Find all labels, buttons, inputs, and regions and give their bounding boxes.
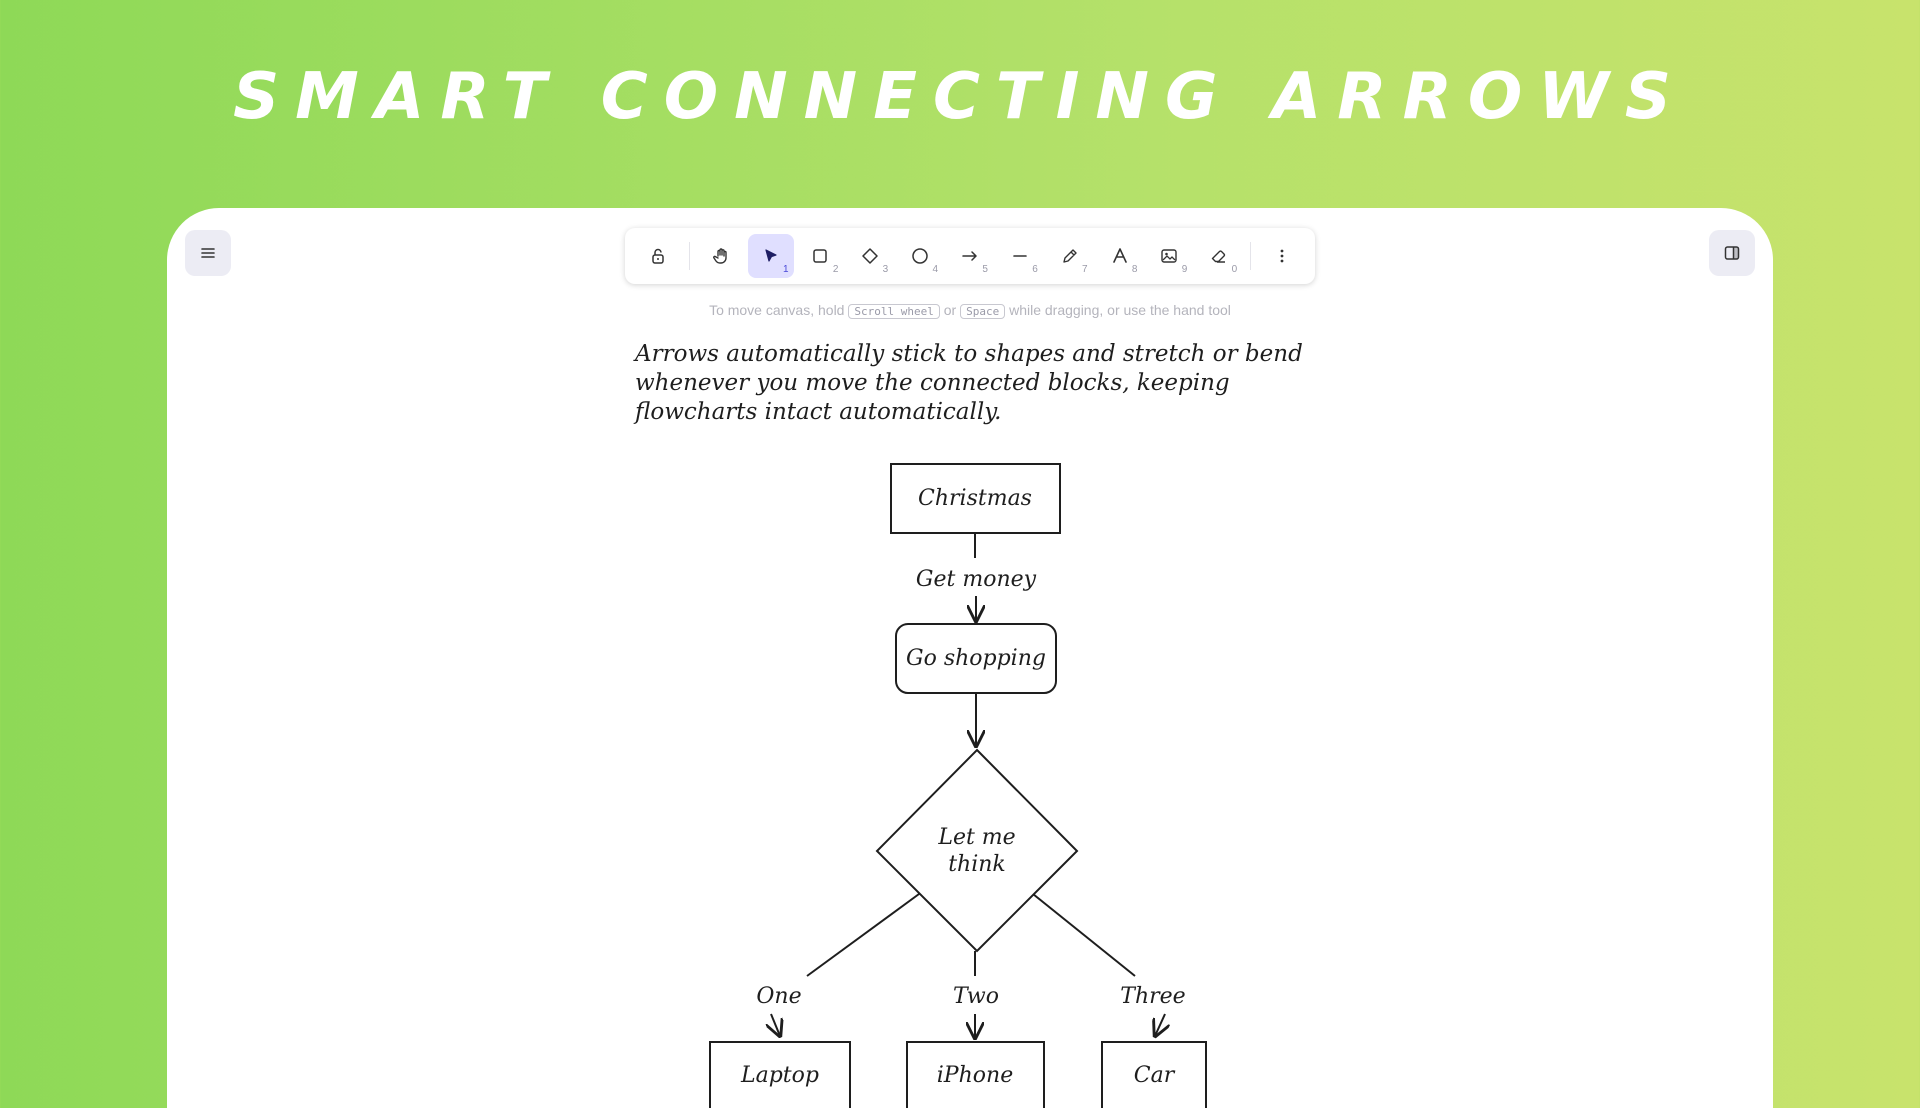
arrow-decision-to-laptop[interactable] [771,1014,780,1036]
node-iphone-label: iPhone [936,1063,1014,1088]
description-text: Arrows automatically stick to shapes and stretch or bend whenever you move the connected blocks, keeping flowcharts intact automatically. [635,341,1303,425]
node-go-shopping-label: Go shopping [906,646,1046,671]
arrow-decision-to-car-top[interactable] [1033,894,1135,976]
hint-key-scroll: Scroll wheel [848,304,939,319]
flowchart-canvas[interactable] [167,208,1773,1108]
arrow-decision-to-laptop-top[interactable] [807,894,919,976]
tool-key-hint: 2 [832,264,839,275]
edge-label-three: Three [1120,984,1186,1009]
tool-key-hint: 7 [1082,264,1088,275]
hint-prefix: To move canvas, hold [709,302,845,318]
edge-label-two: Two [953,984,999,1009]
tool-key-hint: 8 [1131,264,1138,275]
node-decision-label-line2: think [948,852,1006,877]
app-window [167,208,1773,1108]
headline: SMART CONNECTING ARROWS [233,60,1687,134]
hint-middle: or [943,302,957,318]
arrow-decision-to-car[interactable] [1155,1014,1165,1036]
node-decision-diamond[interactable] [877,750,1077,951]
node-car-label: Car [1133,1063,1175,1088]
tool-key-hint: 6 [1032,264,1038,275]
hint-suffix: while dragging, or use the hand tool [1009,302,1231,318]
tool-key-hint: 1 [782,264,789,275]
tool-key-hint: 3 [882,264,889,275]
node-christmas-label: Christmas [918,486,1032,511]
node-decision-label-line1: Let me [938,825,1016,850]
node-laptop-label: Laptop [741,1063,819,1088]
edge-label-get-money: Get money [915,567,1037,592]
edge-label-one: One [756,984,802,1009]
hint-key-space: Space [960,304,1005,319]
tool-key-hint: 0 [1231,264,1238,275]
tool-key-hint: 9 [1181,264,1188,275]
tool-key-hint: 4 [932,264,939,275]
tool-key-hint: 5 [982,264,988,275]
